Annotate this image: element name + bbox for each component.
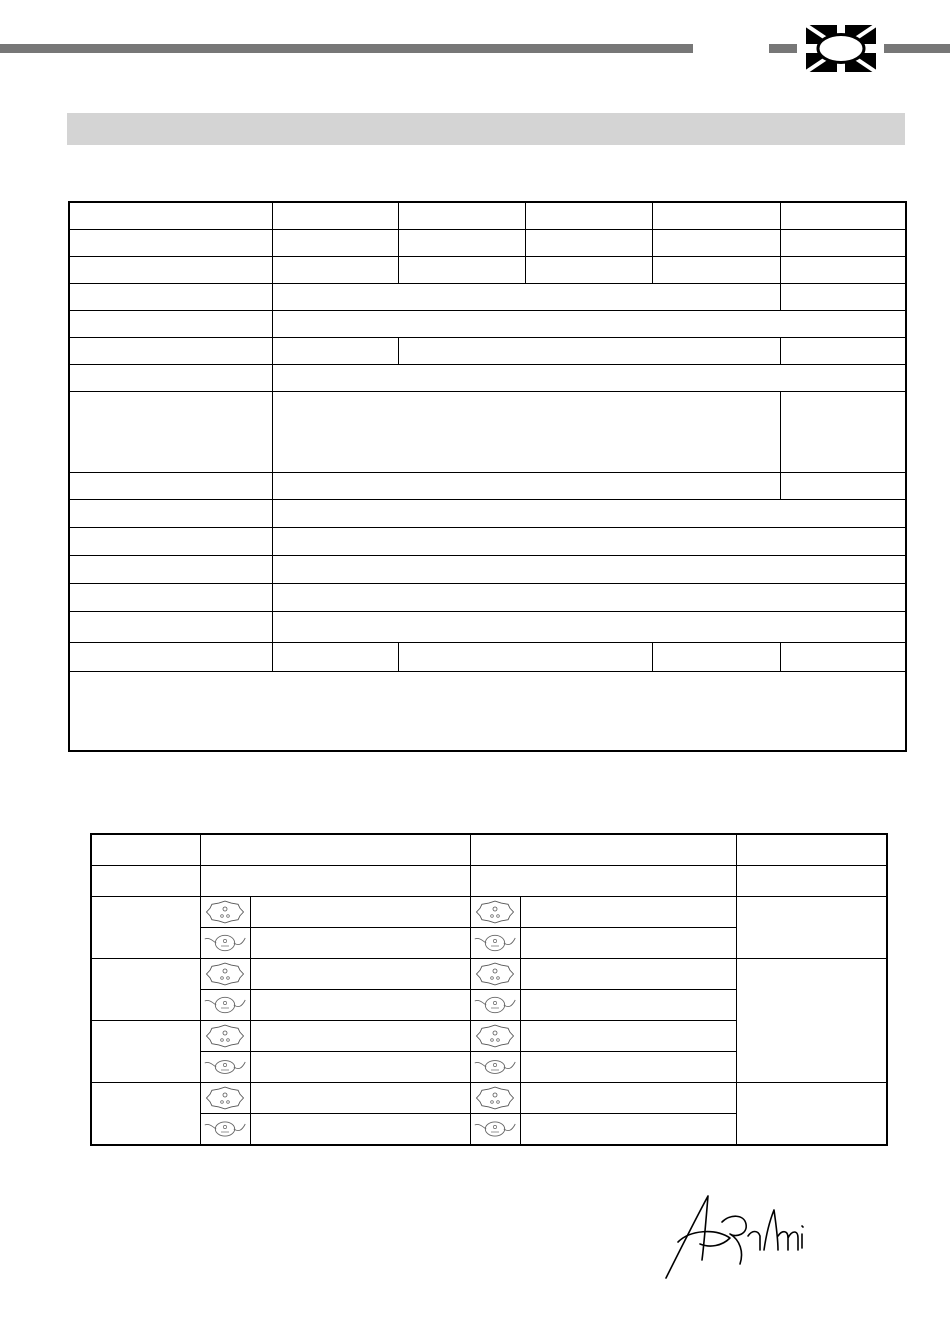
trimmer-head-icon: [200, 1114, 250, 1146]
spec-row: [69, 257, 906, 284]
cutting-disc-icon: [200, 897, 250, 928]
parts-subheader-row: [91, 866, 887, 897]
spec-row: [69, 284, 906, 311]
parts-header-row: [91, 834, 887, 866]
spec-notes-row: [69, 672, 906, 752]
spec-row: [69, 202, 906, 230]
cutting-disc-icon: [200, 1083, 250, 1114]
spec-row: [69, 556, 906, 584]
parts-row: [91, 959, 887, 990]
trimmer-head-icon: [200, 928, 250, 959]
spec-row: [69, 643, 906, 672]
cutting-disc-icon: [470, 1083, 520, 1114]
trimmer-head-icon: [470, 990, 520, 1021]
cutting-disc-icon: [470, 1021, 520, 1052]
spec-row: [69, 338, 906, 365]
parts-row: [91, 1083, 887, 1114]
trimmer-head-icon: [200, 1052, 250, 1083]
cutting-disc-icon: [200, 1021, 250, 1052]
spec-row: [69, 230, 906, 257]
cutting-disc-icon: [470, 959, 520, 990]
header-bar-right: [884, 44, 950, 53]
header-bar-left: [0, 44, 693, 53]
spec-row: [69, 612, 906, 643]
spec-row: [69, 528, 906, 556]
cutting-disc-icon: [200, 959, 250, 990]
specifications-table: [68, 201, 907, 752]
header-bar-mid: [769, 44, 797, 53]
section-title-band: [67, 113, 905, 145]
spec-row: [69, 392, 906, 473]
cutting-disc-icon: [470, 897, 520, 928]
trimmer-head-icon: [470, 1114, 520, 1146]
handwritten-signature-icon: [660, 1190, 830, 1285]
spec-row: [69, 473, 906, 500]
trimmer-head-icon: [200, 990, 250, 1021]
trimmer-head-icon: [470, 1052, 520, 1083]
parts-row: [91, 897, 887, 928]
spec-row: [69, 311, 906, 338]
spec-row: [69, 365, 906, 392]
trimmer-head-icon: [470, 928, 520, 959]
spec-row: [69, 584, 906, 612]
union-jack-flag-icon: [806, 25, 876, 72]
cutting-tools-table: [90, 833, 888, 1146]
spec-row: [69, 500, 906, 528]
